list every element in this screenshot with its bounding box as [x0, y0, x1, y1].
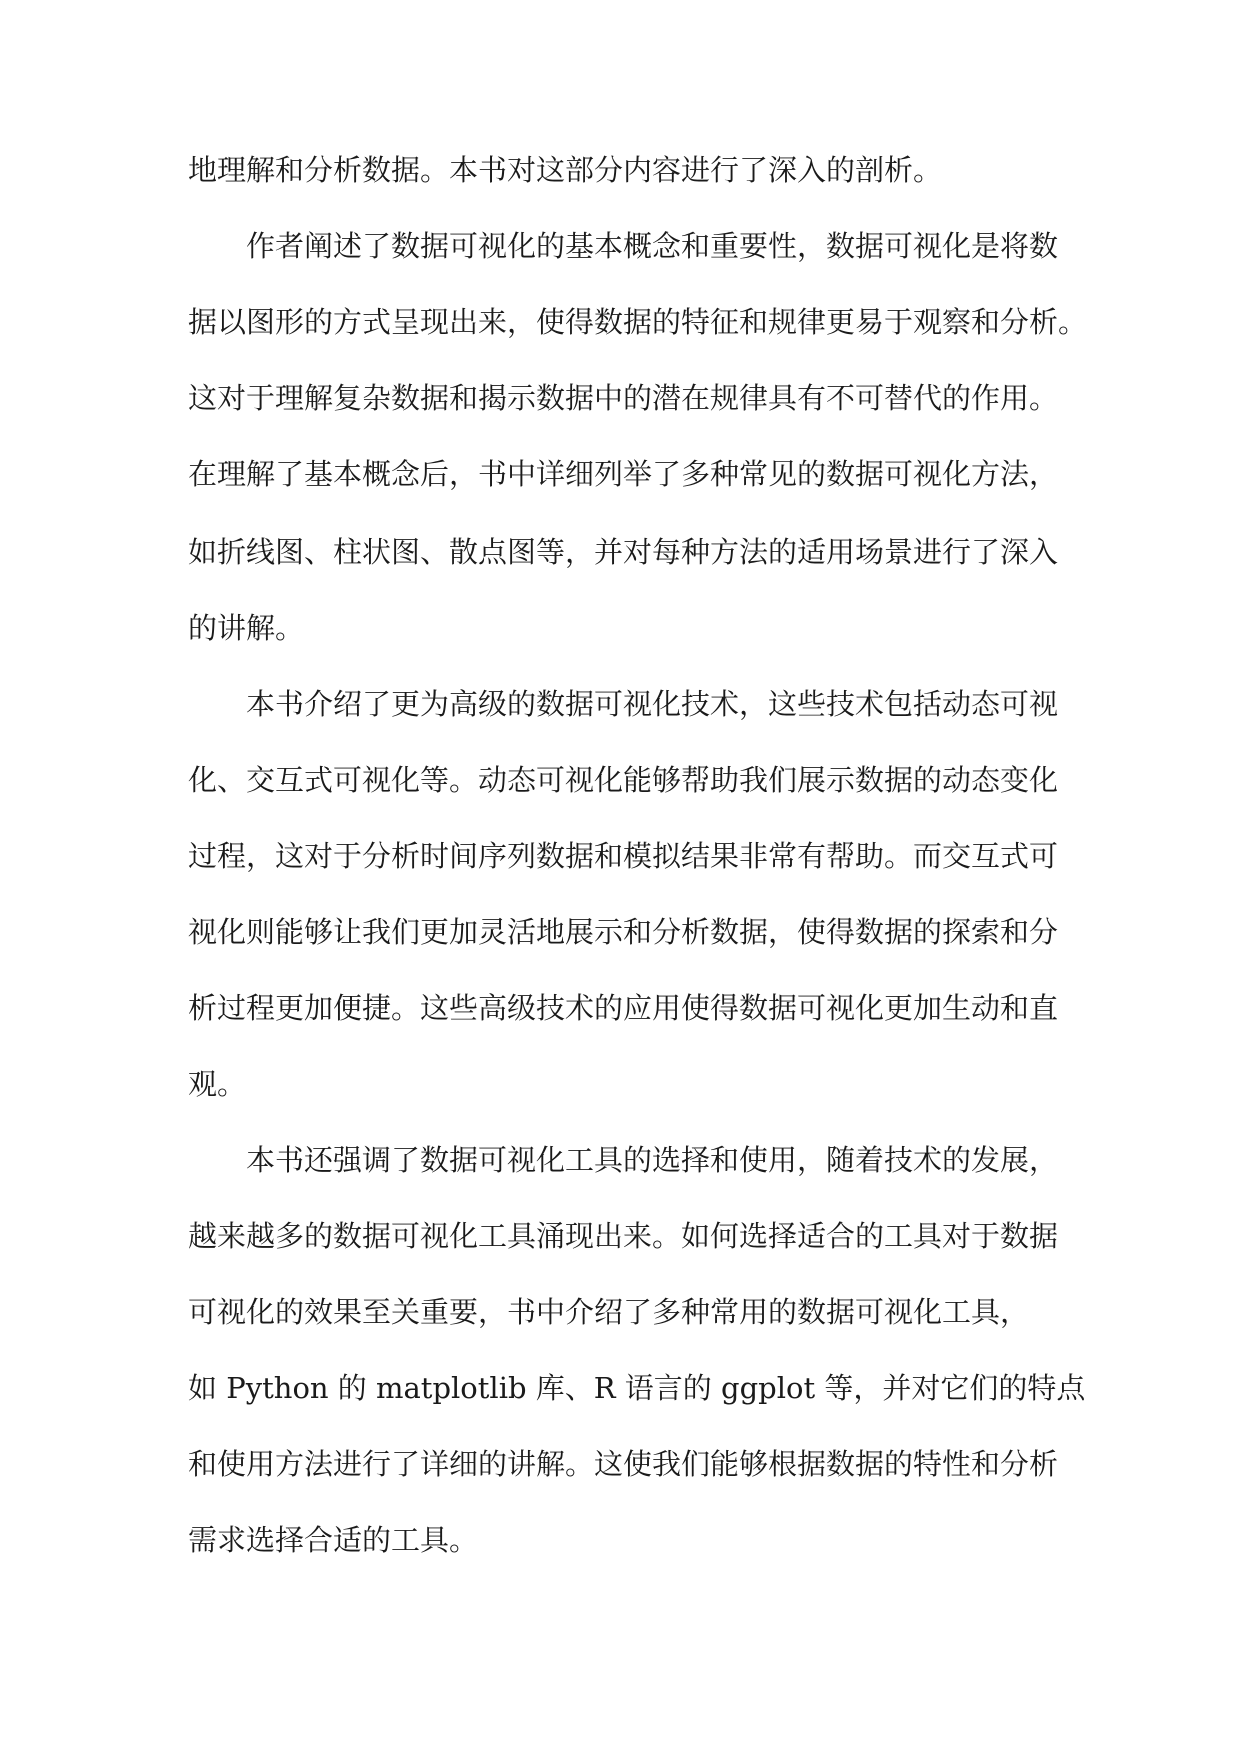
text-line: 在理解了基本概念后，书中详细列举了多种常见的数据可视化方法，	[188, 457, 1059, 491]
text-line: 观。	[188, 1067, 247, 1101]
text-line: 如 Python 的 matplotlib 库、R 语言的 ggplot 等，并对它们的特点	[188, 1371, 1086, 1405]
text-line: 据以图形的方式呈现出来，使得数据的特征和规律更易于观察和分析。	[188, 305, 1088, 339]
text-line: 和使用方法进行了详细的讲解。这使我们能够根据数据的特性和分析	[188, 1447, 1059, 1481]
text-line: 如折线图、柱状图、散点图等，并对每种方法的适用场景进行了深入	[188, 535, 1059, 569]
text-line: 析过程更加便捷。这些高级技术的应用使得数据可视化更加生动和直	[188, 991, 1059, 1025]
text-line: 需求选择合适的工具。	[188, 1523, 479, 1557]
text-line: 可视化的效果至关重要，书中介绍了多种常用的数据可视化工具，	[188, 1295, 1030, 1329]
text-line: 化、交互式可视化等。动态可视化能够帮助我们展示数据的动态变化	[188, 763, 1059, 797]
text-line: 过程，这对于分析时间序列数据和模拟结果非常有帮助。而交互式可	[188, 839, 1059, 873]
text-line: 本书介绍了更为高级的数据可视化技术，这些技术包括动态可视	[246, 687, 1059, 721]
text-line: 地理解和分析数据。本书对这部分内容进行了深入的剖析。	[188, 153, 943, 187]
text-line: 这对于理解复杂数据和揭示数据中的潜在规律具有不可替代的作用。	[188, 381, 1059, 415]
text-line: 作者阐述了数据可视化的基本概念和重要性，数据可视化是将数	[246, 229, 1059, 263]
text-line: 的讲解。	[188, 611, 305, 645]
text-line: 本书还强调了数据可视化工具的选择和使用，随着技术的发展，	[246, 1143, 1059, 1177]
text-line: 视化则能够让我们更加灵活地展示和分析数据，使得数据的探索和分	[188, 915, 1059, 949]
text-line: 越来越多的数据可视化工具涌现出来。如何选择适合的工具对于数据	[188, 1219, 1059, 1253]
